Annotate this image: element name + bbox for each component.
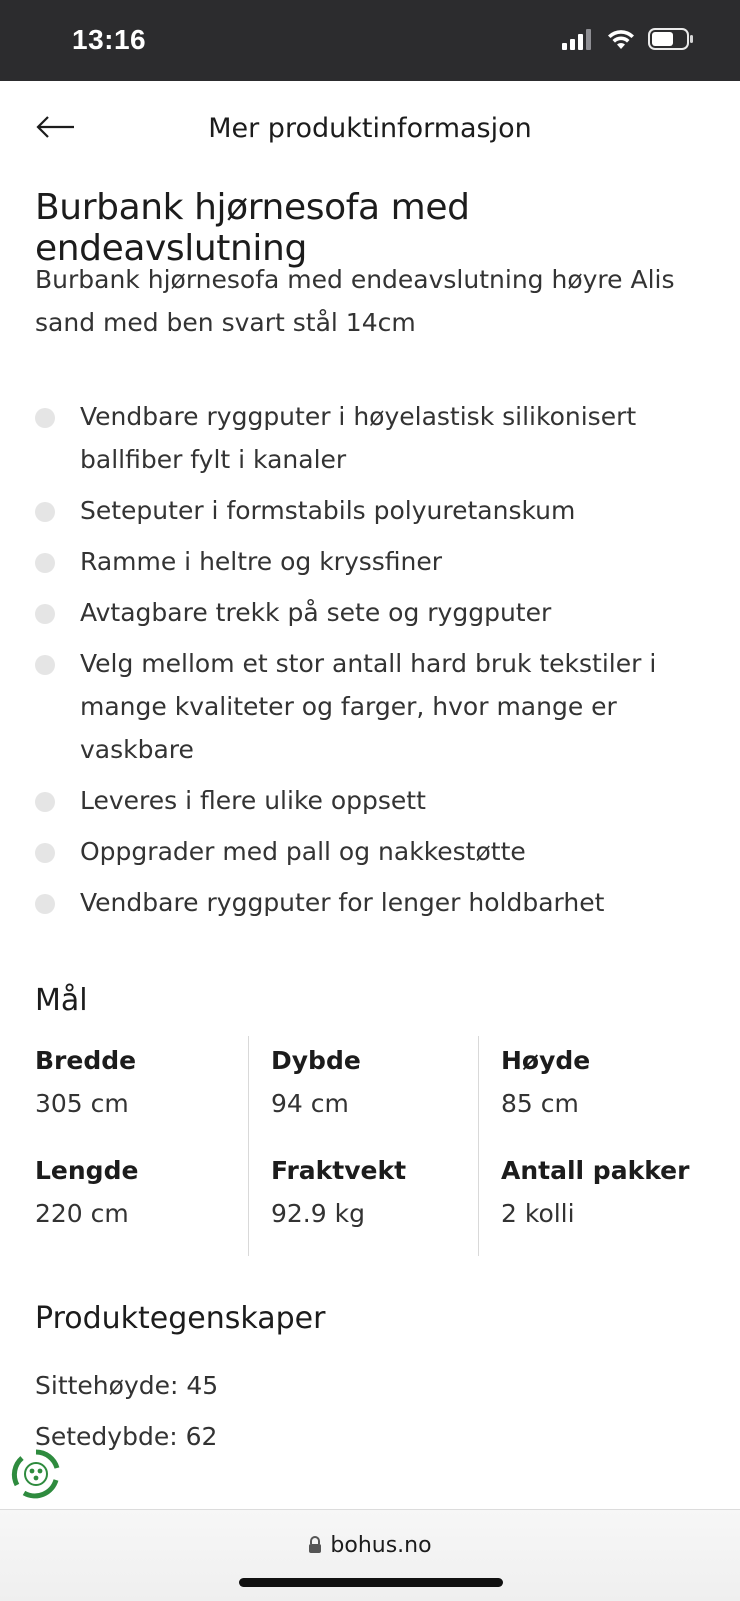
page-title: Mer produktinformasjon: [208, 113, 532, 144]
recycle-leaf-icon: [10, 1448, 62, 1500]
status-icons: [562, 28, 694, 50]
property-item: Setedybde: 62: [35, 1422, 218, 1451]
feature-list: [35, 395, 695, 932]
feature-item: Vendbare ryggputer for lenger holdbarhet: [35, 881, 695, 924]
battery-icon: [648, 28, 694, 50]
bullet-icon: [35, 553, 55, 573]
property-item: Sittehøyde: 45: [35, 1371, 219, 1400]
dimensions-grid: [35, 1036, 725, 1256]
feature-item: Ramme i heltre og kryssfiner: [35, 540, 695, 583]
cellular-signal-icon: [562, 28, 594, 50]
dimensions-row: [35, 1146, 725, 1256]
status-time: 13:16: [72, 24, 147, 55]
bullet-icon: [35, 894, 55, 914]
product-description: Burbank hjørnesofa med endeavslutning høyre Alis sand med ben svart stål 14cm: [35, 265, 675, 337]
bullet-icon: [35, 502, 55, 522]
dimension-height: Høyde 85 cm: [478, 1036, 708, 1146]
lock-icon: [308, 1536, 322, 1554]
bullet-icon: [35, 655, 55, 675]
bullet-icon: [35, 604, 55, 624]
feature-item: Velg mellom et stor antall hard bruk tekstiler i mange kvaliteter og farger, hvor mange er vaskbare: [35, 642, 695, 771]
bullet-icon: [35, 843, 55, 863]
dimension-freight-weight: Fraktvekt 92.9 kg: [248, 1146, 478, 1256]
properties-heading: Produktegenskaper: [35, 1301, 326, 1336]
bullet-icon: [35, 408, 55, 428]
properties-list: [35, 1371, 695, 1473]
url-text: bohus.no: [330, 1533, 432, 1558]
page-content: [0, 81, 740, 1509]
feature-item: Leveres i flere ulike oppsett: [35, 779, 695, 822]
feature-item: Vendbare ryggputer i høyelastisk silikonisert ballfiber fylt i kanaler: [35, 395, 695, 481]
feature-item: Seteputer i formstabils polyuretanskum: [35, 489, 695, 532]
product-title: Burbank hjørnesofa med endeavslutning: [35, 187, 470, 269]
dimension-length: Lengde 220 cm: [35, 1156, 139, 1228]
eco-badge[interactable]: [10, 1448, 62, 1500]
dimension-depth: Dybde 94 cm: [248, 1036, 478, 1146]
nav-bar: [0, 81, 740, 177]
status-bar: [0, 0, 740, 81]
dimension-package-count: Antall pakker 2 kolli: [478, 1146, 708, 1256]
browser-url-bar[interactable]: [0, 1509, 740, 1601]
dimension-width: Bredde 305 cm: [35, 1046, 137, 1118]
feature-item: Avtagbare trekk på sete og ryggputer: [35, 591, 695, 634]
dimensions-heading: Mål: [35, 983, 88, 1018]
home-indicator[interactable]: [239, 1578, 503, 1587]
feature-item: Oppgrader med pall og nakkestøtte: [35, 830, 695, 873]
wifi-icon: [606, 28, 636, 50]
bullet-icon: [35, 792, 55, 812]
dimensions-row: [35, 1036, 725, 1146]
url-display[interactable]: [0, 1533, 740, 1558]
